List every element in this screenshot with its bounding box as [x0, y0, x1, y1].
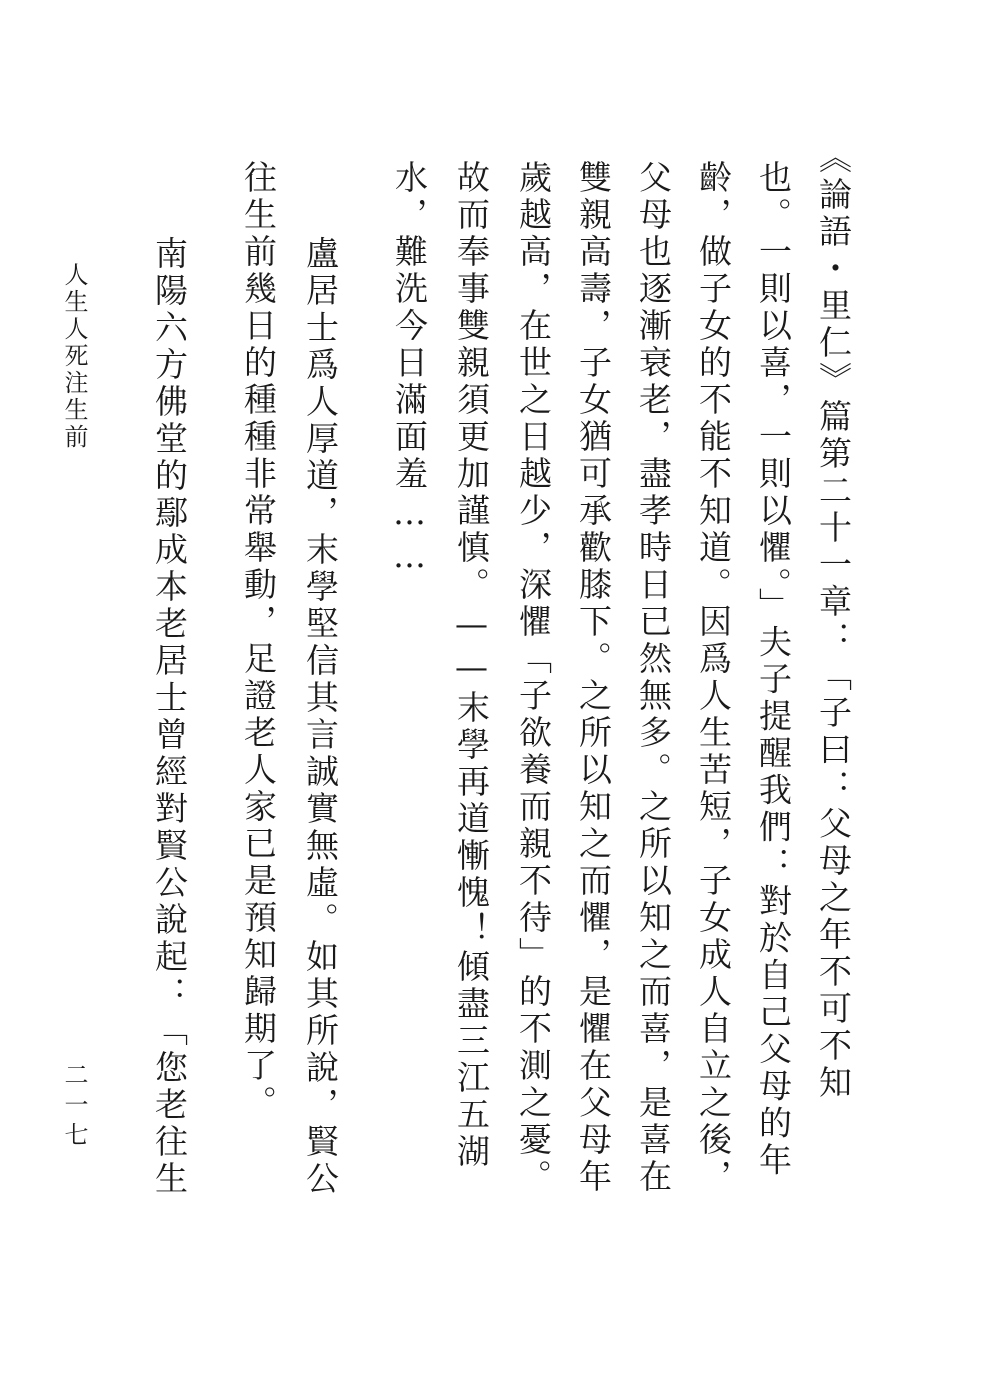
text-column-2: 也。一則以喜，一則以懼。」夫子提醒我們：對於自己父母的年 [754, 160, 793, 1180]
text-column-6: 歲越高，在世之日越少，深懼「子欲養而親不待」的不測之憂。 [514, 160, 553, 1196]
running-header: 人生人死注生前 [60, 262, 88, 451]
text-column-3: 齡，做子女的不能不知道。因爲人生苦短，子女成人自立之後， [694, 160, 733, 1196]
text-column-11: 南陽六方佛堂的鄢成本老居士曾經對賢公說起：「您老往生 [150, 236, 189, 1198]
page-number: 二一七 [60, 1062, 88, 1152]
text-column-4: 父母也逐漸衰老，盡孝時日已然無多。之所以知之而喜，是喜在 [634, 160, 673, 1196]
text-column-7: 故而奉事雙親須更加謹慎。——末學再道慚愧！傾盡三江五湖 [452, 160, 491, 1171]
text-column-10: 往生前幾日的種種非常舉動，足證老人家已是預知歸期了。 [239, 160, 278, 1122]
text-column-8: 水，難洗今日滿面羞…… [390, 160, 429, 579]
text-column-1: 《論語・里仁》篇第二十一章：「子曰：父母之年不可不知 [814, 140, 853, 1102]
text-column-9: 盧居士爲人厚道，末學堅信其言誠實無虛。如其所說，賢公 [301, 236, 340, 1198]
text-column-5: 雙親高壽，子女猶可承歡膝下。之所以知之而懼，是懼在父母年 [574, 160, 613, 1196]
